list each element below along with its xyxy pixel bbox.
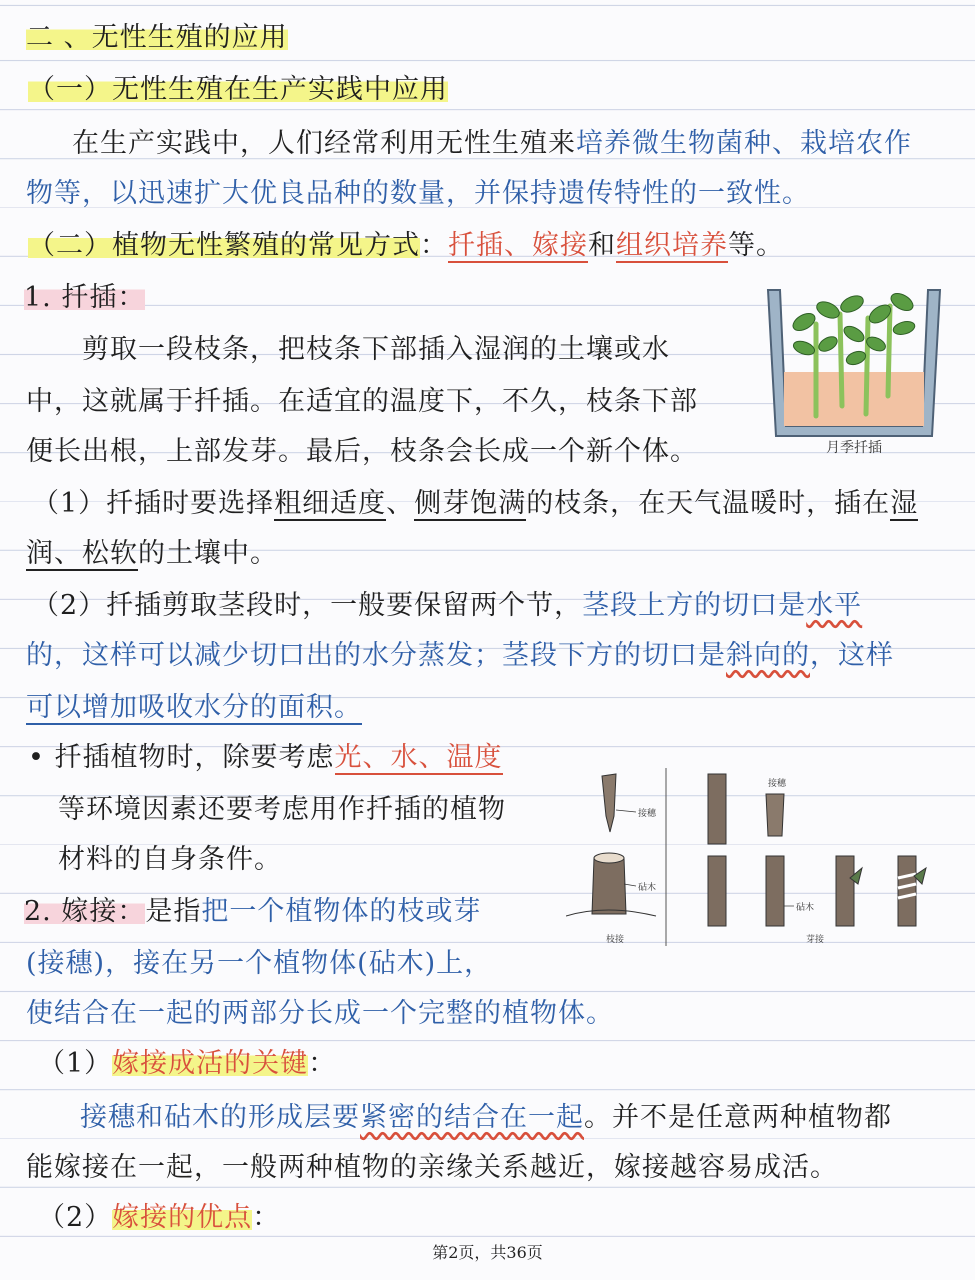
- paragraph-line: [72, 124, 912, 164]
- cutting-point-1-cont: [26, 534, 278, 574]
- text: 是指: [145, 896, 202, 927]
- text: ，这样: [810, 640, 894, 671]
- underline-text: 粗细适度: [274, 488, 387, 519]
- bud-graft-caption: 芽接: [806, 935, 825, 945]
- text: 便长出根，上部发芽。最后，枝条会长成一个新个体。: [26, 436, 698, 467]
- text: 的，这样可以减少切口出的水分蒸发；茎段下方的切口是: [26, 640, 726, 671]
- grafting-key-line-2: [26, 1148, 838, 1188]
- text: 、: [386, 488, 415, 519]
- text: 的枝条，在天气温暖时，插在: [526, 488, 891, 519]
- section-heading-text: 二 、无性生殖的应用: [26, 22, 288, 53]
- paragraph-line: [26, 432, 698, 472]
- rose-cutting-illustration: [764, 284, 944, 459]
- grafting-key-line: [80, 1098, 892, 1138]
- cutting-point-1: [32, 484, 918, 524]
- grafting-advantage-heading: [38, 1198, 280, 1238]
- cutting-bullet: [28, 738, 503, 778]
- text: 的土壤中。: [138, 538, 278, 569]
- text: 能嫁接在一起，一般两种植物的亲缘关系越近，嫁接越容易成活。: [26, 1152, 838, 1183]
- text: 物等，以迅速扩大优良品种的数量，并保持遗传特性的一致性。: [26, 178, 810, 209]
- text: • 扦插植物时，除要考虑: [28, 742, 335, 773]
- cutting-point-2-cont2: [26, 688, 362, 728]
- wavy-text: 紧密的结合在一起: [360, 1102, 584, 1133]
- branch-graft-caption: 枝接: [606, 935, 625, 945]
- text: 在生产实践中，人们经常利用无性生殖来: [72, 128, 576, 159]
- page-footer: 第2页，共36页: [432, 1243, 543, 1262]
- text: (接穗)，接在另一个植物体(砧木)上，: [26, 948, 493, 979]
- text: （1）: [38, 1048, 113, 1079]
- text: （1）扦插时要选择: [32, 488, 275, 519]
- cutting-caption: 月季扦插: [826, 440, 882, 456]
- grafting-title-line: [24, 892, 481, 932]
- grafting-key-heading: [38, 1044, 336, 1084]
- text: 剪取一段枝条，把枝条下部插入湿润的土壤或水: [82, 334, 670, 365]
- underline-text: 润、松软: [26, 538, 138, 569]
- cutting-point-2: [32, 586, 862, 626]
- red-text: 光、水、温度: [334, 742, 503, 773]
- text: 等环境因素还要考虑用作扦插的植物: [58, 794, 506, 825]
- section-heading: [26, 18, 288, 58]
- blue-text: 把一个植物体的枝或芽: [201, 896, 482, 927]
- and-text: 和: [588, 230, 616, 261]
- cutting-bullet-cont: [58, 790, 506, 830]
- text: （2）扦插剪取茎段时，一般要保留两个节，: [32, 590, 583, 621]
- method-tissue-culture: 组织培养: [616, 230, 728, 261]
- text: 使结合在一起的两部分长成一个完整的植物体。: [26, 998, 614, 1029]
- grafting-illustration: [566, 766, 934, 956]
- text: 中，这就属于扦插。在适宜的温度下，不久，枝条下部: [26, 386, 698, 417]
- grafting-figure: [566, 766, 934, 956]
- stock-label-2: 砧木: [796, 903, 815, 913]
- cutting-title-text: 1. 扦插：: [24, 282, 146, 313]
- highlight-text: 培养微生物菌种、栽培农作: [576, 128, 912, 159]
- cutting-figure: [764, 284, 944, 459]
- grafting-def-line: [26, 944, 492, 984]
- text: （2）: [38, 1202, 113, 1233]
- stock-label-1: 砧木: [638, 883, 657, 893]
- cutting-title: [24, 278, 145, 318]
- text: 。并不是任意两种植物都: [584, 1102, 892, 1133]
- paragraph-line: [26, 382, 698, 422]
- colon: ：: [420, 230, 448, 261]
- underline-text: 湿: [890, 488, 919, 519]
- subsection-heading-2-text: （二）植物无性繁殖的常见方式: [28, 230, 420, 261]
- text: 材料的自身条件。: [58, 844, 282, 875]
- subsection-heading-2: [28, 226, 784, 266]
- scion-label: 接穗: [638, 809, 657, 819]
- method-cutting-grafting: 扦插、嫁接: [448, 230, 588, 261]
- blue-text: 茎段上方的切口是: [582, 590, 807, 621]
- underline-text: 侧芽饱满: [414, 488, 527, 519]
- paragraph-line: [26, 174, 810, 214]
- subsection-heading-1: [28, 70, 448, 110]
- grafting-def-line-2: [26, 994, 614, 1034]
- scion-label-2: 接穗: [768, 779, 787, 789]
- text: ：: [252, 1202, 281, 1233]
- paragraph-line: [82, 330, 670, 370]
- blue-text: 接穗和砧木的形成层要: [80, 1102, 360, 1133]
- grafting-title-text: 2. 嫁接：: [24, 896, 146, 927]
- underline-text: 可以增加吸收水分的面积。: [26, 692, 362, 723]
- cutting-point-2-cont: [26, 636, 894, 676]
- advantage-text: 嫁接的优点: [112, 1202, 253, 1233]
- text: ：: [308, 1048, 337, 1079]
- end-text: 等。: [728, 230, 784, 261]
- cutting-bullet-cont2: [58, 840, 282, 880]
- subsection-heading-1-text: （一）无性生殖在生产实践中应用: [28, 74, 448, 105]
- key-text: 嫁接成活的关键: [112, 1048, 309, 1079]
- wavy-text: 水平: [806, 590, 863, 621]
- wavy-text: 斜向的: [726, 640, 810, 671]
